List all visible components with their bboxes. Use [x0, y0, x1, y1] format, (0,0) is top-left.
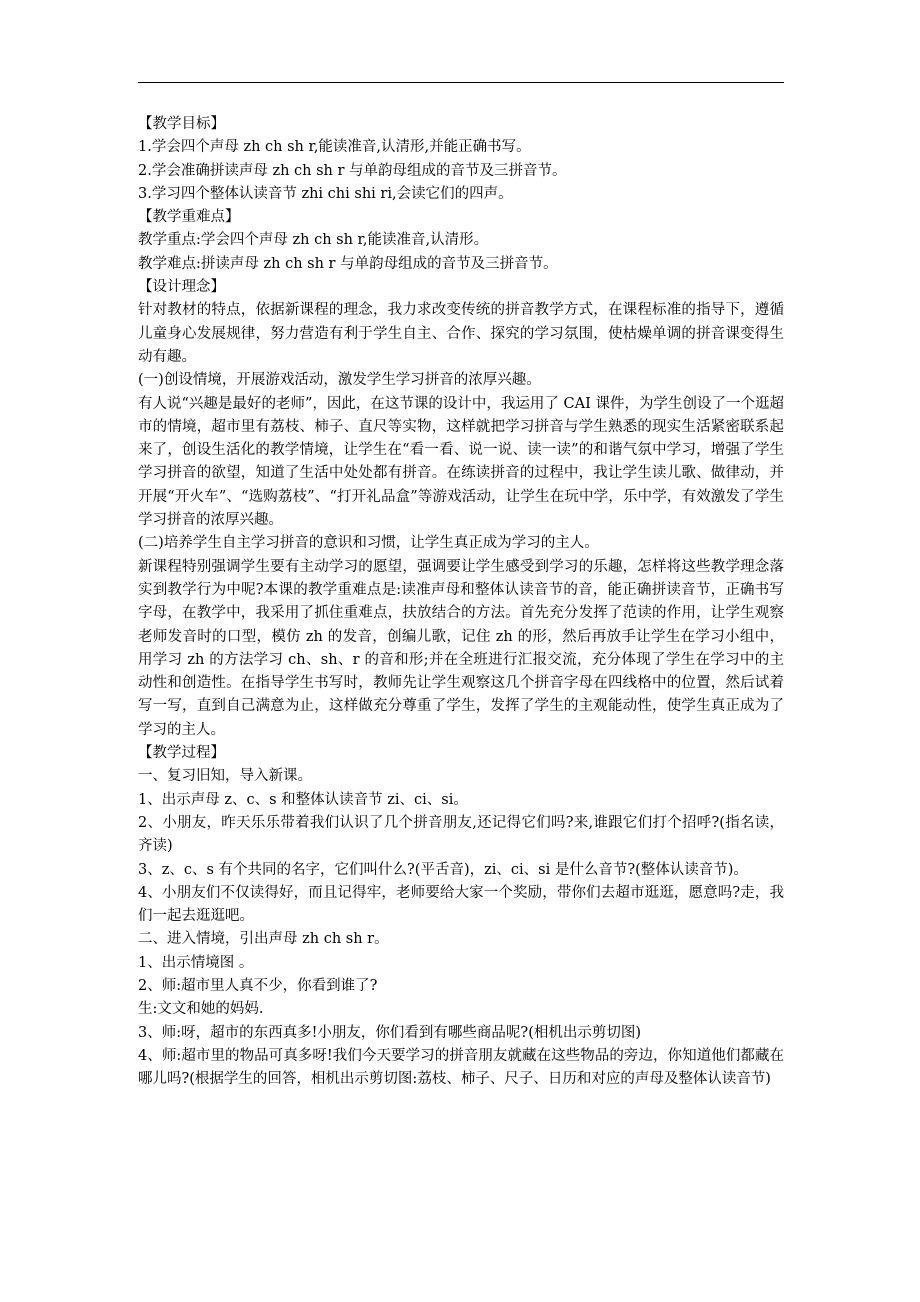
section-heading-design: 【设计理念】 — [138, 279, 225, 296]
goal-item-1: 1.学会四个声母 zh ch sh r,能读准音,认清形,并能正确书写。 — [138, 139, 531, 156]
process-step-2-item-4: 4、师:超市里的物品可真多呀!我们今天要学习的拼音朋友就藏在这些物品的旁边，你知道他们都藏在哪儿吗?(根据学生的回答，相机出示剪切图:荔枝、柿子、尺子、日历和对应的声母及整体认读音节) — [138, 1047, 784, 1088]
design-subheading-1: (一)创设情境，开展游戏活动，激发学生学习拼音的浓厚兴趣。 — [138, 372, 541, 389]
process-step-1-heading: 一、复习旧知，导入新课。 — [138, 768, 312, 785]
design-intro-paragraph: 针对教材的特点，依据新课程的理念，我力求改变传统的拼音教学方式，在课程标准的指导下，遵循儿童身心发展规律，努力营造有利于学生自主、合作、探究的学习氛围，使枯燥单调的拼音课变得生动有趣。 — [138, 302, 784, 365]
section-heading-goals: 【教学目标】 — [138, 116, 225, 132]
process-step-1-item-1: 1、出示声母 z、c、s 和整体认读音节 zi、ci、si。 — [138, 791, 468, 808]
header-rule — [138, 82, 784, 83]
process-step-2-item-1: 1、出示情境图 。 — [138, 954, 254, 971]
key-point-focus: 教学重点:学会四个声母 zh ch sh r,能读准音,认清形。 — [138, 232, 489, 249]
process-step-2-item-2: 2、师:超市里人真不少，你看到谁了? — [138, 977, 378, 994]
process-step-1-item-4: 4、小朋友们不仅读得好，而且记得牢，老师要给大家一个奖励，带你们去超市逛逛，愿意吗?走，我们一起去逛逛吧。 — [138, 884, 784, 925]
design-paragraph-1: 有人说“兴趣是最好的老师”，因此，在这节课的设计中，我运用了 CAI 课件，为学生创设了一个逛超市的情境，超市里有荔枝、柿子、直尺等实物，这样就把学习拼音与学生熟悉的现实生活紧密联系起来了，创设生活化的教学情境，让学生在“看一看、说一说、读一读”的和谐气氛中学习，增强了学生学习拼音的欲望，知道了生活中处处都有拼音。在练读拼音的过程中，我让学生读儿歌、做律动，并开展“开火车”、“选购荔枝”、“打开礼品盒”等游戏活动，让学生在玩中学，乐中学，有效激发了学生学习拼音的浓厚兴趣。 — [138, 395, 784, 529]
student-answer: 生:文文和她的妈妈. — [138, 1001, 264, 1018]
process-step-2-item-3: 3、师:呀，超市的东西真多!小朋友，你们看到有哪些商品呢?(相机出示剪切图) — [138, 1024, 642, 1041]
key-point-difficulty: 教学难点:拼读声母 zh ch sh r 与单韵母组成的音节及三拼音节。 — [138, 255, 558, 272]
process-step-1-item-3: 3、z、c、s 有个共同的名字，它们叫什么?(平舌音)，zi、ci、si 是什么音节?(整体认读音节)。 — [138, 861, 748, 878]
process-step-1-item-2: 2、小朋友，昨天乐乐带着我们认识了几个拼音朋友,还记得它们吗?来,谁跟它们打个招呼?(指名读，齐读) — [138, 814, 784, 855]
process-step-2-heading: 二、进入情境，引出声母 zh ch sh r。 — [138, 931, 389, 948]
design-paragraph-2: 新课程特别强调学生要有主动学习的愿望，强调要让学生感受到学习的乐趣，怎样将这些教学理念落实到教学行为中呢?本课的教学重难点是:读准声母和整体认读音节的音，能正确拼读音节，正确书写字母，在教学中，我采用了抓住重难点，扶放结合的方法。首先充分发挥了范读的作用，让学生观察老师发音时的口型，模仿 zh 的发音，创编儿歌，记住 zh 的形，然后再放手让学生在学习小组中，用学习 zh 的方法学习 ch、sh、r 的音和形;并在全班进行汇报交流，充分体现了学生在学习中的主动性和创造性。在指导学生书写时，教师先让学生观察这几个拼音字母在四线格中的位置，然后试着写一写，直到自己满意为止，这样做充分尊重了学生，发挥了学生的主观能动性，使学生真正成为了学习的主人。 — [138, 558, 784, 738]
section-heading-key-points: 【教学重难点】 — [138, 209, 240, 226]
goal-item-2: 2.学会准确拼读声母 zh ch sh r 与单韵母组成的音节及三拼音节。 — [138, 162, 567, 179]
design-subheading-2: (二)培养学生自主学习拼音的意识和习惯，让学生真正成为学习的主人。 — [138, 535, 599, 552]
document-body — [138, 113, 784, 1091]
section-heading-process: 【教学过程】 — [138, 745, 225, 762]
goal-item-3: 3.学习四个整体认读音节 zhi chi shi ri,会读它们的四声。 — [138, 185, 513, 202]
